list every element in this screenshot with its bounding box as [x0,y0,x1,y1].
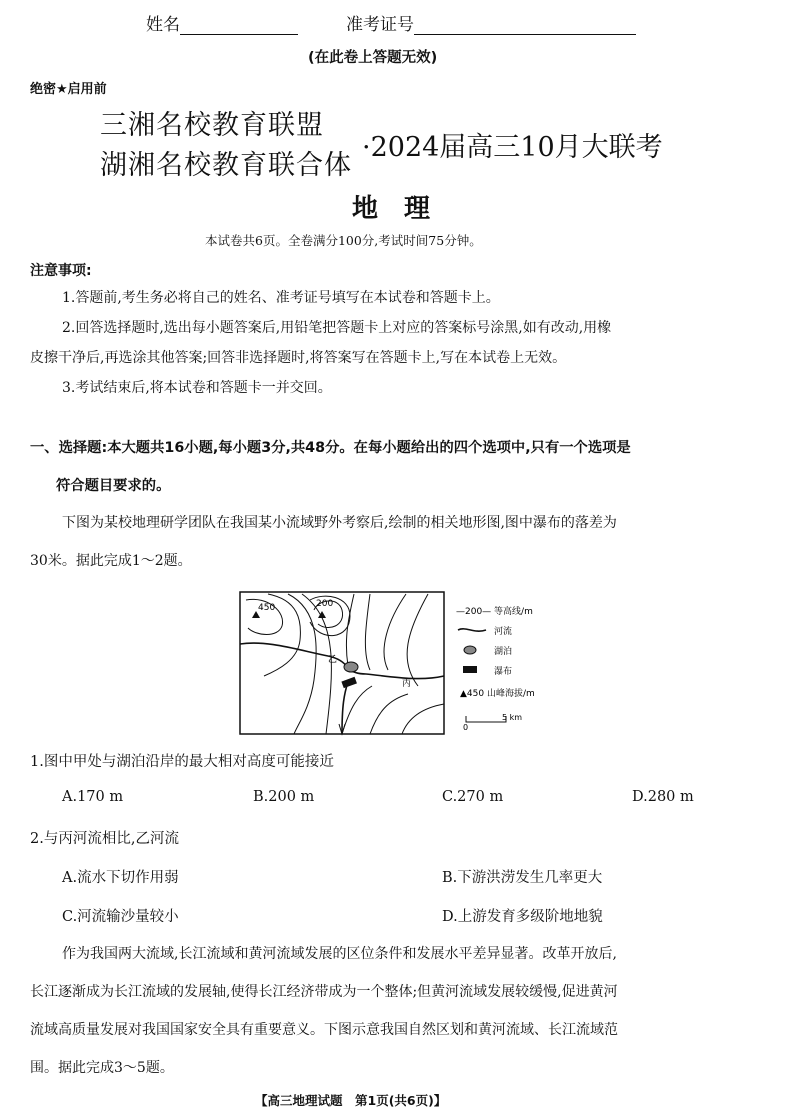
river-label-yi: 乙 [328,655,338,665]
passage-line-4: 围。据此完成3～5题。 [30,1060,174,1076]
question-2-stem: 2.与丙河流相比,乙河流 [30,831,179,847]
legend-lake: 湖泊 [494,647,513,657]
note-item-1: 1.答题前,考生务必将自己的姓名、准考证号填写在本试卷和答题卡上。 [62,290,500,306]
notes-heading: 注意事项: [30,263,92,279]
passage-line-2: 长江逐渐成为长江流域的发展轴,使得长江经济带成为一个整体;但黄河流域发展较缓慢,促进黄河 [30,984,618,1000]
q1-option-d: D.280 m [632,789,694,805]
note-item-3: 3.考试结束后,将本试卷和答题卡一并交回。 [62,380,332,396]
peak1-label: 450 [258,603,276,613]
legend-river: 河流 [494,627,513,637]
legend-waterfall-icon [463,666,477,673]
map-legend [456,605,535,732]
secret-label: 绝密★启用前 [30,82,107,97]
legend-peak: ▲450 山峰海拔/m [460,689,535,699]
q2-option-a: A.流水下切作用弱 [62,870,179,886]
legend-waterfall: 瀑布 [494,667,513,677]
q1-option-b: B.200 m [253,789,315,805]
invalid-note: (在此卷上答题无效) [308,50,438,66]
scale-zero: 0 [463,723,469,732]
name-label: 姓名 [146,15,180,35]
scale-value: 5 km [502,713,523,722]
exam-no-label: 准考证号 [346,15,414,35]
legend-lake-icon [464,646,476,654]
page-footer: 【高三地理试题 第1页(共6页)】 [255,1093,447,1108]
name-blank [180,16,298,35]
legend-river-icon [458,629,486,631]
q2-option-c: C.河流输沙量较小 [62,909,179,925]
legend-contour: —200— 等高线/m [456,607,533,617]
org-line-2: 湖湘名校教育联合体 [100,150,352,181]
q1-option-c: C.270 m [442,789,504,805]
q2-option-d: D.上游发育多级阶地地貌 [442,909,603,925]
lake [344,662,358,672]
river-label-bing: 丙 [402,679,412,689]
intro-line-2: 30米。据此完成1～2题。 [30,553,192,569]
name-field [146,10,298,35]
note-item-2: 2.回答选择题时,选出每小题答案后,用铅笔把答题卡上对应的答案标号涂黑,如有改动,用橡 [62,320,612,336]
exam-no-blank [414,16,636,35]
section1-heading: 一、选择题:本大题共16小题,每小题3分,共48分。在每小题给出的四个选项中,只有一个选项是 [30,440,631,456]
note-item-2-cont: 皮擦干净后,再选涂其他答案;回答非选择题时,将答案写在答题卡上,写在本试卷上无效。 [30,350,567,366]
passage-line-3: 流域高质量发展对我国国家安全具有重要意义。下图示意我国自然区划和黄河流域、长江流域范 [30,1022,618,1038]
q2-option-b: B.下游洪涝发生几率更大 [442,870,603,886]
exam-no-field [346,10,636,35]
scale-bar [466,716,506,722]
org-line-1: 三湘名校教育联盟 [100,110,324,141]
q1-option-a: A.170 m [62,789,124,805]
exam-name: ·2024届高三10月大联考 [362,132,663,163]
topographic-map [238,590,568,740]
passage-line-1: 作为我国两大流域,长江流域和黄河流域发展的区位条件和发展水平差异显著。改革开放后, [62,946,617,962]
section1-heading-cont: 符合题目要求的。 [56,478,171,494]
peak2-label: 200 [316,599,334,609]
exam-info: 本试卷共6页。全卷满分100分,考试时间75分钟。 [205,233,482,248]
intro-line-1: 下图为某校地理研学团队在我国某小流域野外考察后,绘制的相关地形图,图中瀑布的落差为 [62,515,617,531]
question-1-stem: 1.图中甲处与湖泊沿岸的最大相对高度可能接近 [30,754,334,770]
subject-title: 地 理 [352,194,431,224]
